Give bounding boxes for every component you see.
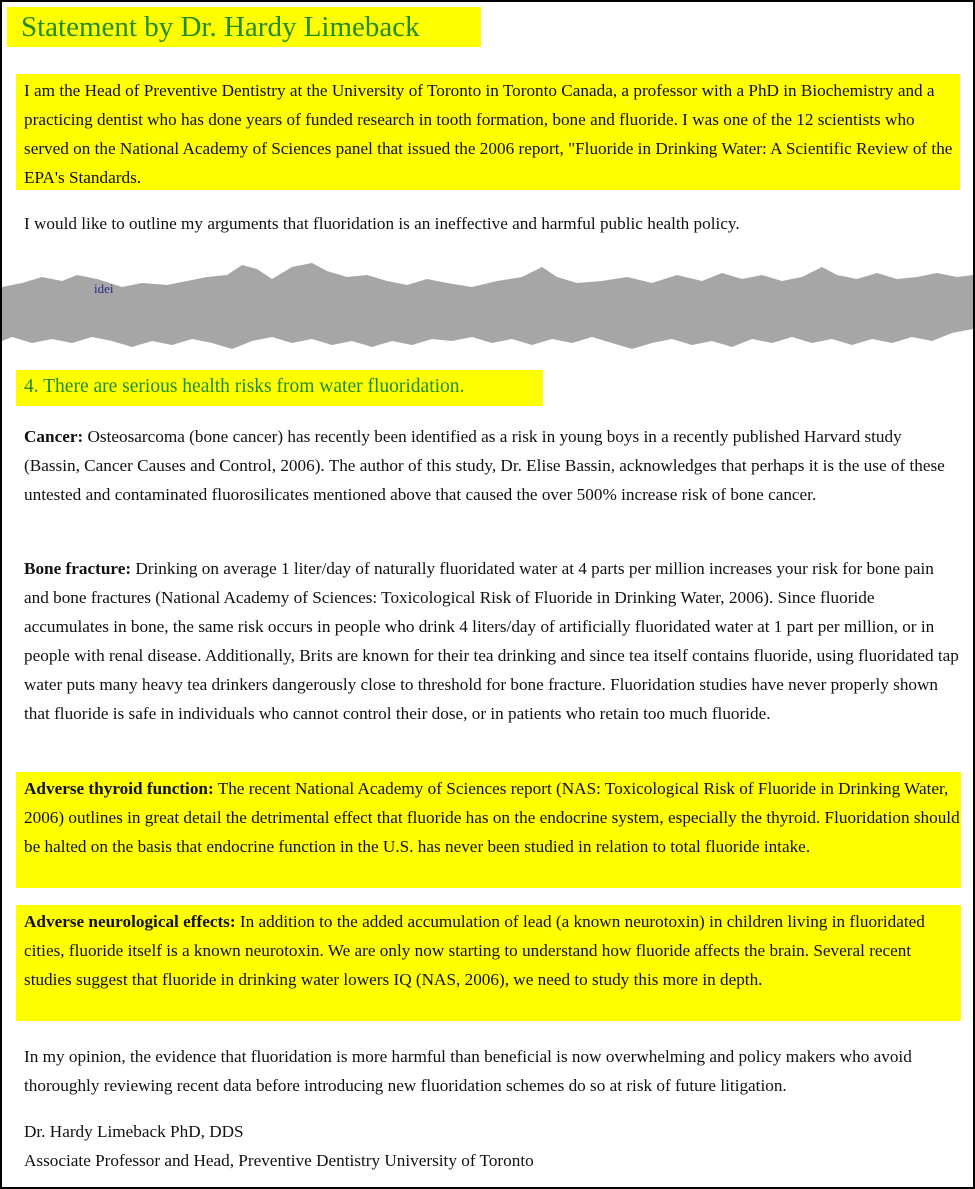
signature-position: Associate Professor and Head, Preventive Dentistry University of Toronto (24, 1151, 534, 1170)
signature-name: Dr. Hardy Limeback PhD, DDS (24, 1122, 244, 1141)
thyroid-paragraph (16, 772, 961, 888)
page-title: Statement by Dr. Hardy Limeback (7, 7, 481, 47)
outline-paragraph: I would like to outline my arguments that fluoridation is an ineffective and harmful public health policy. (24, 214, 740, 233)
torn-text-fragment: idei (94, 281, 114, 296)
neurological-paragraph (16, 905, 961, 1021)
signature-block (24, 1117, 959, 1175)
opinion-paragraph: In my opinion, the evidence that fluoridation is more harmful than beneficial is now overwhelming and policy makers who avoid thoroughly reviewing recent data before introducing new fluoridation schemes do so at risk of future litigation. (24, 1047, 912, 1095)
neurological-label: Adverse neurological effects: (24, 912, 236, 931)
cancer-label: Cancer: (24, 427, 84, 446)
section-heading: 4. There are serious health risks from water fluoridation. (16, 370, 543, 406)
cancer-paragraph (24, 422, 959, 509)
intro-paragraph: I am the Head of Preventive Dentistry at the University of Toronto in Toronto Canada, a professor with a PhD in Biochemistry and a practicing dentist who has done years of funded research in tooth formation, bone and fluoride. I was one of the 12 scientists who served on the National Academy of Sciences panel that issued the 2006 report, "Fluoride in Drinking Water: A Scientific Review of the EPA's Standards. (16, 74, 960, 190)
bone-fracture-text: Drinking on average 1 liter/day of naturally fluoridated water at 4 parts per million increases your risk for bone pain and bone fractures (National Academy of Sciences: Toxicological Risk of Fluoride in Drinking Water, 2006). Since fluoride accumulates in bone, the same risk occurs in people who drink 4 liters/day of artificially fluoridated water at 1 part per million, or in people with renal disease. Additionally, Brits are known for their tea drinking and since tea itself contains fluoride, using fluoridated tap water puts many heavy tea drinkers dangerously close to threshold for bone fracture. Fluoridation studies have never properly shown that fluoride is safe in individuals who cannot control their dose, or in patients who retain too much fluoride. (24, 559, 959, 723)
torn-page-divider (2, 257, 973, 357)
neurological-text: In addition to the added accumulation of lead (a known neurotoxin) in children living in fluoridated cities, fluoride itself is a known neurotoxin. We are only now starting to understand how fluoride affects the brain. Several recent studies suggest that fluoride in drinking water lowers IQ (NAS, 2006), we need to study this more in depth. (24, 912, 925, 989)
bone-fracture-paragraph (24, 554, 959, 728)
thyroid-label: Adverse thyroid function: (24, 779, 214, 798)
torn-edge-shape (2, 263, 973, 349)
thyroid-text: The recent National Academy of Sciences report (NAS: Toxicological Risk of Fluoride in Drinking Water, 2006) outlines in great detail the detrimental effect that fluoride has on the endocrine system, especially the thyroid. Fluoridation should be halted on the basis that endocrine function in the U.S. has never been studied in relation to total fluoride intake. (24, 779, 960, 856)
bone-fracture-label: Bone fracture: (24, 559, 132, 578)
cancer-text: Osteosarcoma (bone cancer) has recently been identified as a risk in young boys in a recently published Harvard study (Bassin, Cancer Causes and Control, 2006). The author of this study, Dr. Elise Bassin, acknowledges that perhaps it is the use of these untested and contaminated fluorosilicates mentioned above that caused the over 500% increase risk of bone cancer. (24, 427, 945, 504)
